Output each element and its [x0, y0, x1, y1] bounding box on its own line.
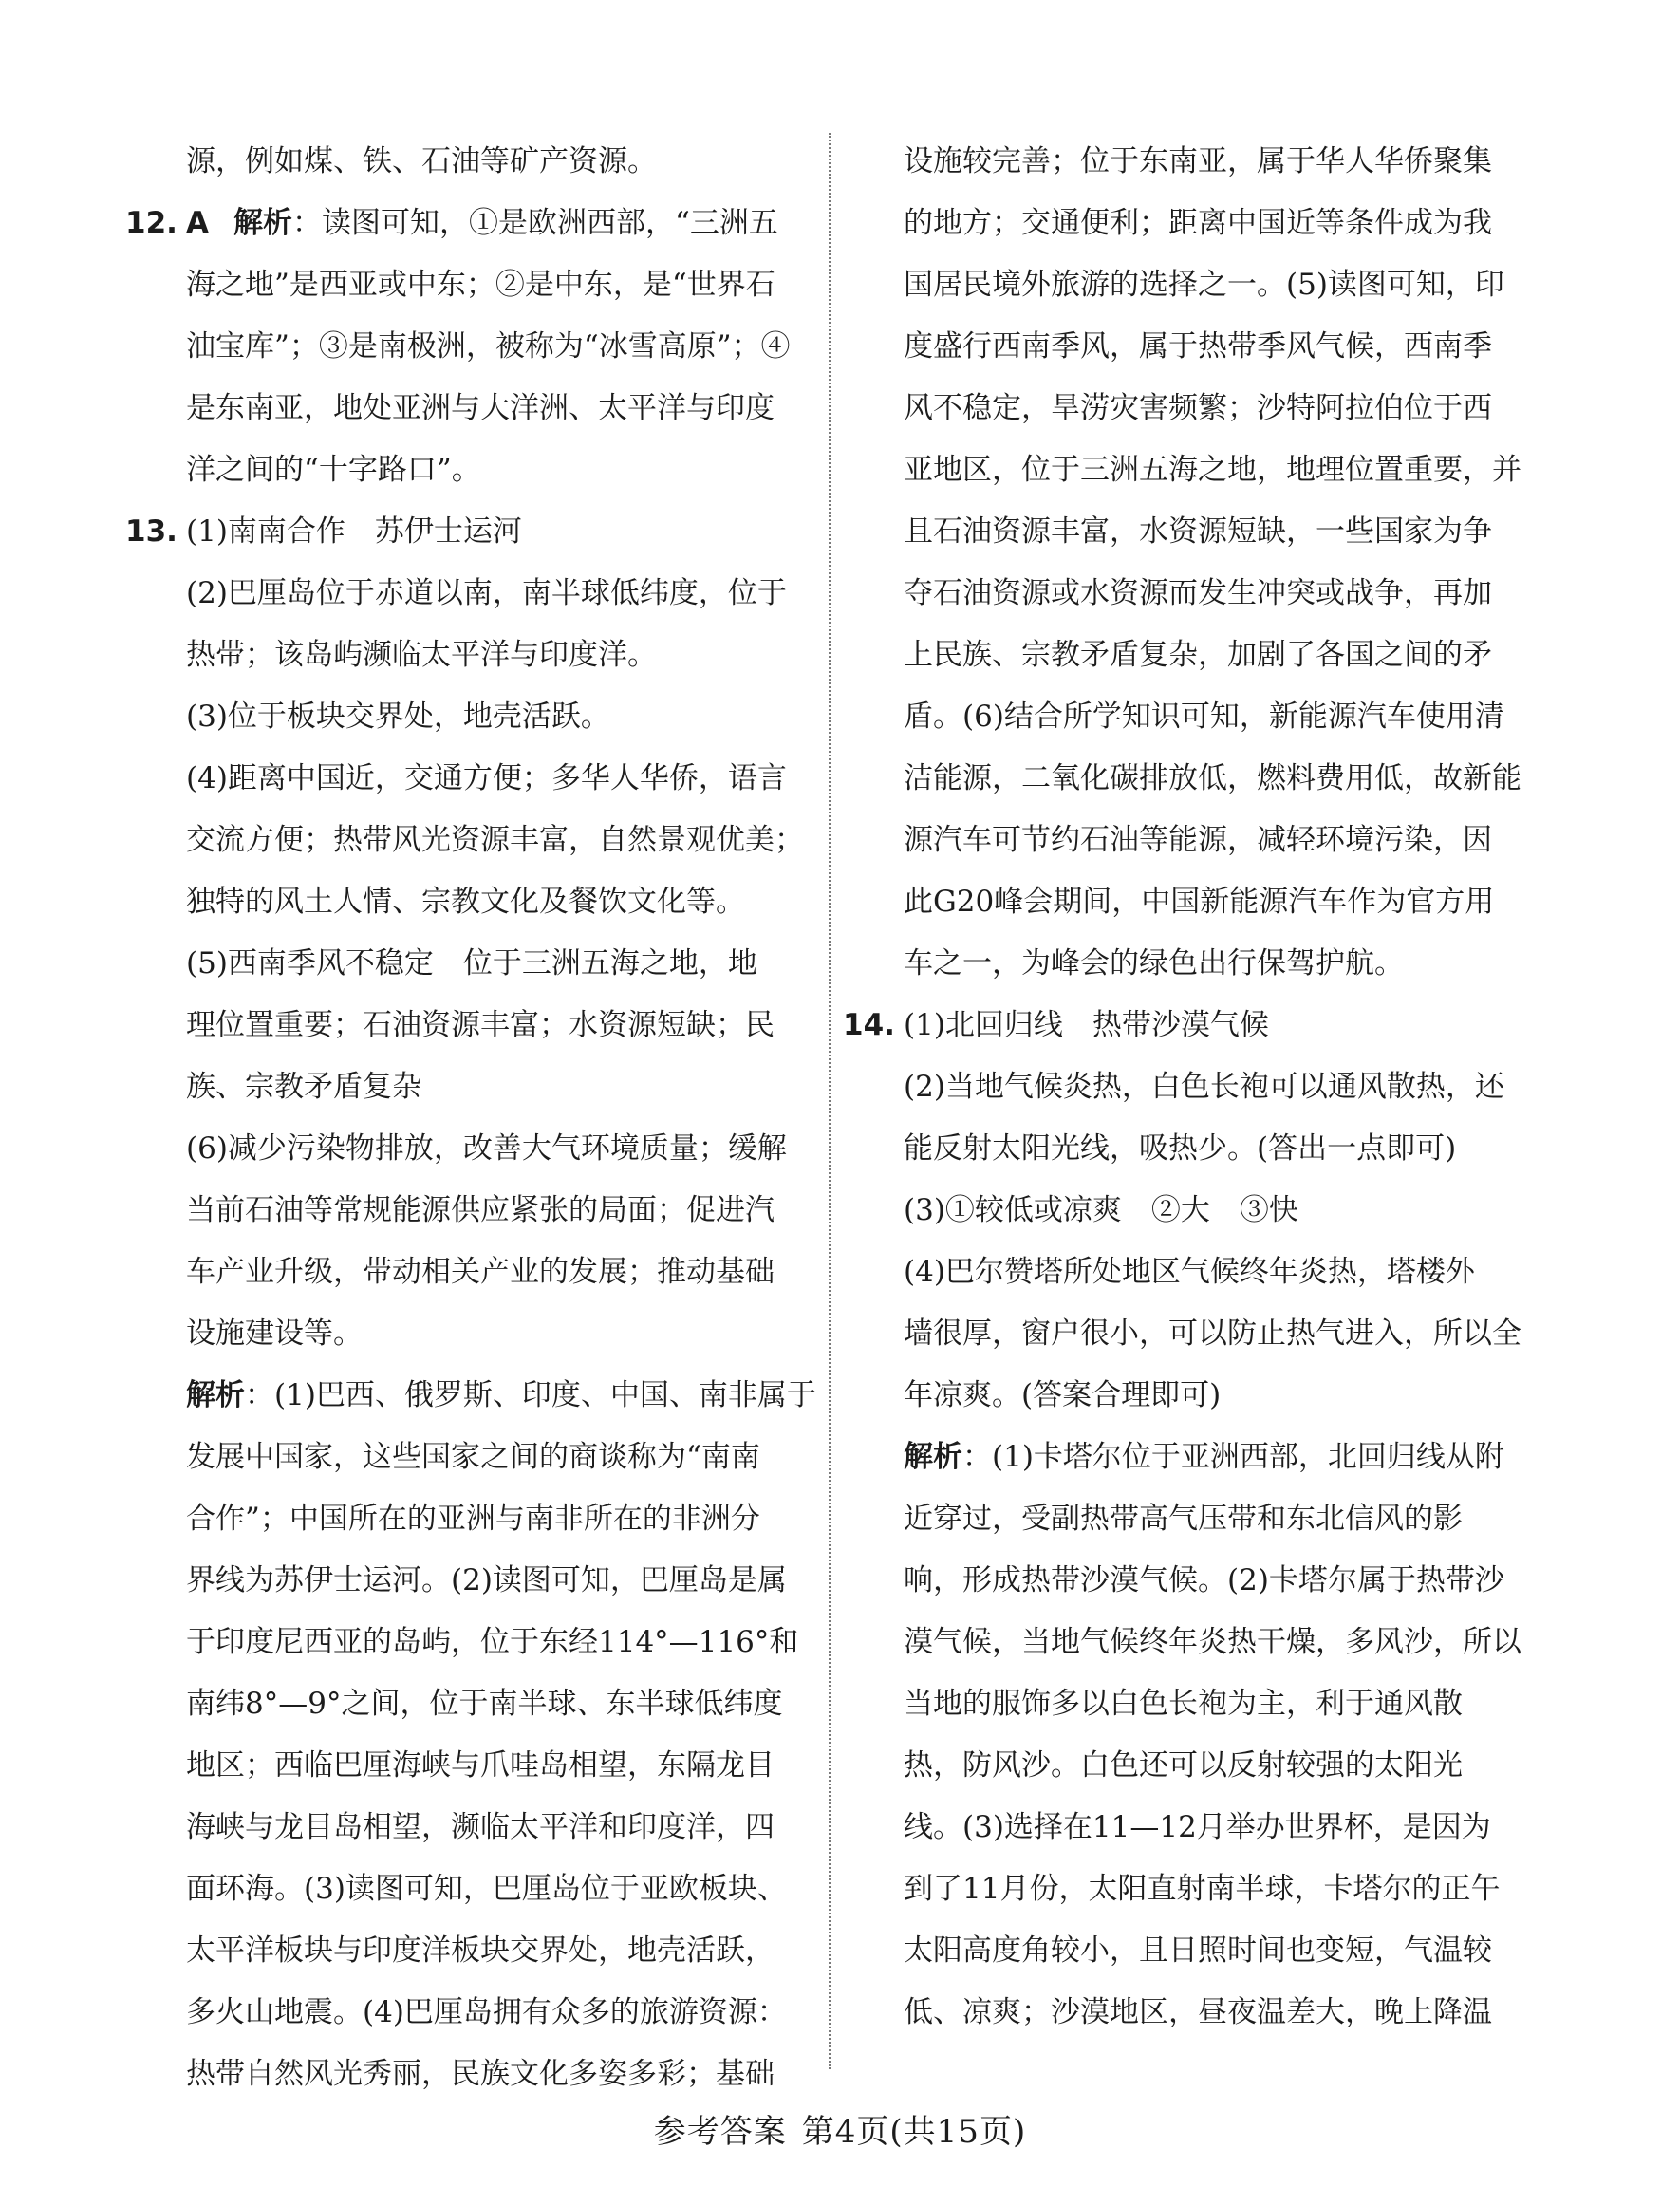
text-line: (5)西南季风不稳定 位于三洲五海之地，地: [186, 946, 757, 981]
question-number: 13.: [125, 514, 177, 549]
text-line: 且石油资源丰富，水资源短缺，一些国家为争: [904, 514, 1492, 549]
text-line: (6)减少污染物排放，改善大气环境质量；缓解: [186, 1131, 787, 1166]
text-line: 海之地”是西亚或中东；②是中东，是“世界石: [186, 268, 775, 302]
text-line: 南纬8°—9°之间，位于南半球、东半球低纬度: [186, 1687, 783, 1721]
text-line: 源，例如煤、铁、石油等矿产资源。: [186, 144, 657, 178]
question-14-line: [843, 995, 1511, 1056]
text-line: 理位置重要；石油资源丰富；水资源短缺；民: [186, 1008, 775, 1042]
text-line: (2)当地气候炎热，白色长袍可以通风散热，还: [904, 1070, 1504, 1104]
analysis-line: [904, 1427, 1511, 1488]
text-span: (1)北回归线 热带沙漠气候: [904, 1008, 1269, 1042]
text-line: 当前石油等常规能源供应紧张的局面；促进汽: [186, 1193, 775, 1227]
text-span: (1)南南合作 苏伊士运河: [186, 514, 522, 549]
text-span: ：(1)卡塔尔位于亚洲西部，北回归线从附: [962, 1440, 1504, 1474]
text-line: 独特的风土人情、宗教文化及餐饮文化等。: [186, 885, 745, 919]
text-line: 多火山地震。(4)巴厘岛拥有众多的旅游资源：: [186, 1995, 787, 2029]
text-line: 国居民境外旅游的选择之一。(5)读图可知，印: [904, 268, 1504, 302]
text-line: 亚地区，位于三洲五海之地，地理位置重要，并: [904, 453, 1521, 487]
text-line: 设施较完善；位于东南亚，属于华人华侨聚集: [904, 144, 1492, 178]
text-line: 能反射太阳光线，吸热少。(答出一点即可): [904, 1131, 1457, 1166]
text-line: 低、凉爽；沙漠地区，昼夜温差大，晚上降温: [904, 1995, 1492, 2029]
question-number: 12.: [125, 206, 177, 240]
text-line: 风不稳定，旱涝灾害频繁；沙特阿拉伯位于西: [904, 391, 1492, 425]
text-line: 界线为苏伊士运河。(2)读图可知，巴厘岛是属: [186, 1563, 787, 1597]
text-line: 年凉爽。(答案合理即可): [904, 1378, 1222, 1412]
text-line: 于印度尼西亚的岛屿，位于东经114°—116°和: [186, 1625, 799, 1659]
text-line: (2)巴厘岛位于赤道以南，南半球低纬度，位于: [186, 576, 787, 610]
question-13-line: [125, 501, 793, 563]
text-line: (4)距离中国近，交通方便；多华人华侨，语言: [186, 761, 787, 795]
text-line: 的地方；交通便利；距离中国近等条件成为我: [904, 206, 1492, 240]
analysis-label: 解析: [233, 206, 292, 240]
text-span: ：读图可知，①是欧洲西部，“三洲五: [292, 206, 778, 240]
text-span: ：(1)巴西、俄罗斯、印度、中国、南非属于: [245, 1378, 816, 1412]
text-line: (3)位于板块交界处，地壳活跃。: [186, 700, 610, 734]
text-line: 此G20峰会期间，中国新能源汽车作为官方用: [904, 885, 1495, 919]
text-line: 是东南亚，地处亚洲与大洋洲、太平洋与印度: [186, 391, 775, 425]
text-line: 夺石油资源或水资源而发生冲突或战争，再加: [904, 576, 1492, 610]
text-line: 族、宗教矛盾复杂: [186, 1070, 421, 1104]
text-line: 墙很厚，窗户很小，可以防止热气进入，所以全: [904, 1317, 1521, 1351]
text-line: 热，防风沙。白色还可以反射较强的太阳光: [904, 1748, 1463, 1783]
text-line: 洁能源，二氧化碳排放低，燃料费用低，故新能: [904, 761, 1521, 795]
text-line: 交流方便；热带风光资源丰富，自然景观优美；: [186, 823, 804, 857]
footer-page-number: 第4页(共15页): [801, 2113, 1027, 2151]
text-line: 线。(3)选择在11—12月举办世界杯，是因为: [904, 1810, 1491, 1844]
text-line: 近穿过，受副热带高气压带和东北信风的影: [904, 1502, 1463, 1536]
text-line: 太平洋板块与印度洋板块交界处，地壳活跃，: [186, 1933, 775, 1968]
left-column: [125, 131, 816, 2105]
column-divider: [829, 133, 831, 2069]
text-line: 到了11月份，太阳直射南半球，卡塔尔的正午: [904, 1872, 1501, 1906]
text-line: (4)巴尔赞塔所处地区气候终年炎热，塔楼外: [904, 1255, 1475, 1289]
text-line: 当地的服饰多以白色长袍为主，利于通风散: [904, 1687, 1463, 1721]
text-line: 地区；西临巴厘海峡与爪哇岛相望，东隔龙目: [186, 1748, 775, 1783]
text-line: 洋之间的“十字路口”。: [186, 453, 481, 487]
analysis-label: 解析: [904, 1440, 962, 1474]
analysis-line: [186, 1365, 816, 1427]
text-line: 设施建设等。: [186, 1317, 363, 1351]
question-12-line: [125, 193, 793, 254]
text-line: 热带；该岛屿濒临太平洋与印度洋。: [186, 638, 657, 672]
text-line: 盾。(6)结合所学知识可知，新能源汽车使用清: [904, 700, 1504, 734]
text-line: 海峡与龙目岛相望，濒临太平洋和印度洋，四: [186, 1810, 775, 1844]
text-line: 响，形成热带沙漠气候。(2)卡塔尔属于热带沙: [904, 1563, 1504, 1597]
footer-title: 参考答案: [653, 2113, 787, 2151]
page-footer: [0, 2105, 1680, 2152]
text-line: 发展中国家，这些国家之间的商谈称为“南南: [186, 1440, 760, 1474]
question-number: 14.: [843, 1008, 895, 1042]
text-line: 漠气候，当地气候终年炎热干燥，多风沙，所以: [904, 1625, 1521, 1659]
analysis-label: 解析: [186, 1378, 245, 1412]
text-line: 车之一，为峰会的绿色出行保驾护航。: [904, 946, 1404, 981]
text-line: 源汽车可节约石油等能源，减轻环境污染，因: [904, 823, 1492, 857]
text-line: 太阳高度角较小，且日照时间也变短，气温较: [904, 1933, 1492, 1968]
text-line: 度盛行西南季风，属于热带季风气候，西南季: [904, 329, 1492, 364]
text-line: 油宝库”；③是南极洲，被称为“冰雪高原”；④: [186, 329, 791, 364]
text-line: 面环海。(3)读图可知，巴厘岛位于亚欧板块、: [186, 1872, 787, 1906]
answer-choice: A: [186, 206, 209, 240]
text-line: 车产业升级，带动相关产业的发展；推动基础: [186, 1255, 775, 1289]
text-line: (3)①较低或凉爽 ②大 ③快: [904, 1193, 1298, 1227]
right-column: [843, 131, 1521, 2044]
text-line: 热带自然风光秀丽，民族文化多姿多彩；基础: [186, 2057, 775, 2091]
text-line: 合作”；中国所在的亚洲与南非所在的非洲分: [186, 1502, 760, 1536]
text-line: 上民族、宗教矛盾复杂，加剧了各国之间的矛: [904, 638, 1492, 672]
